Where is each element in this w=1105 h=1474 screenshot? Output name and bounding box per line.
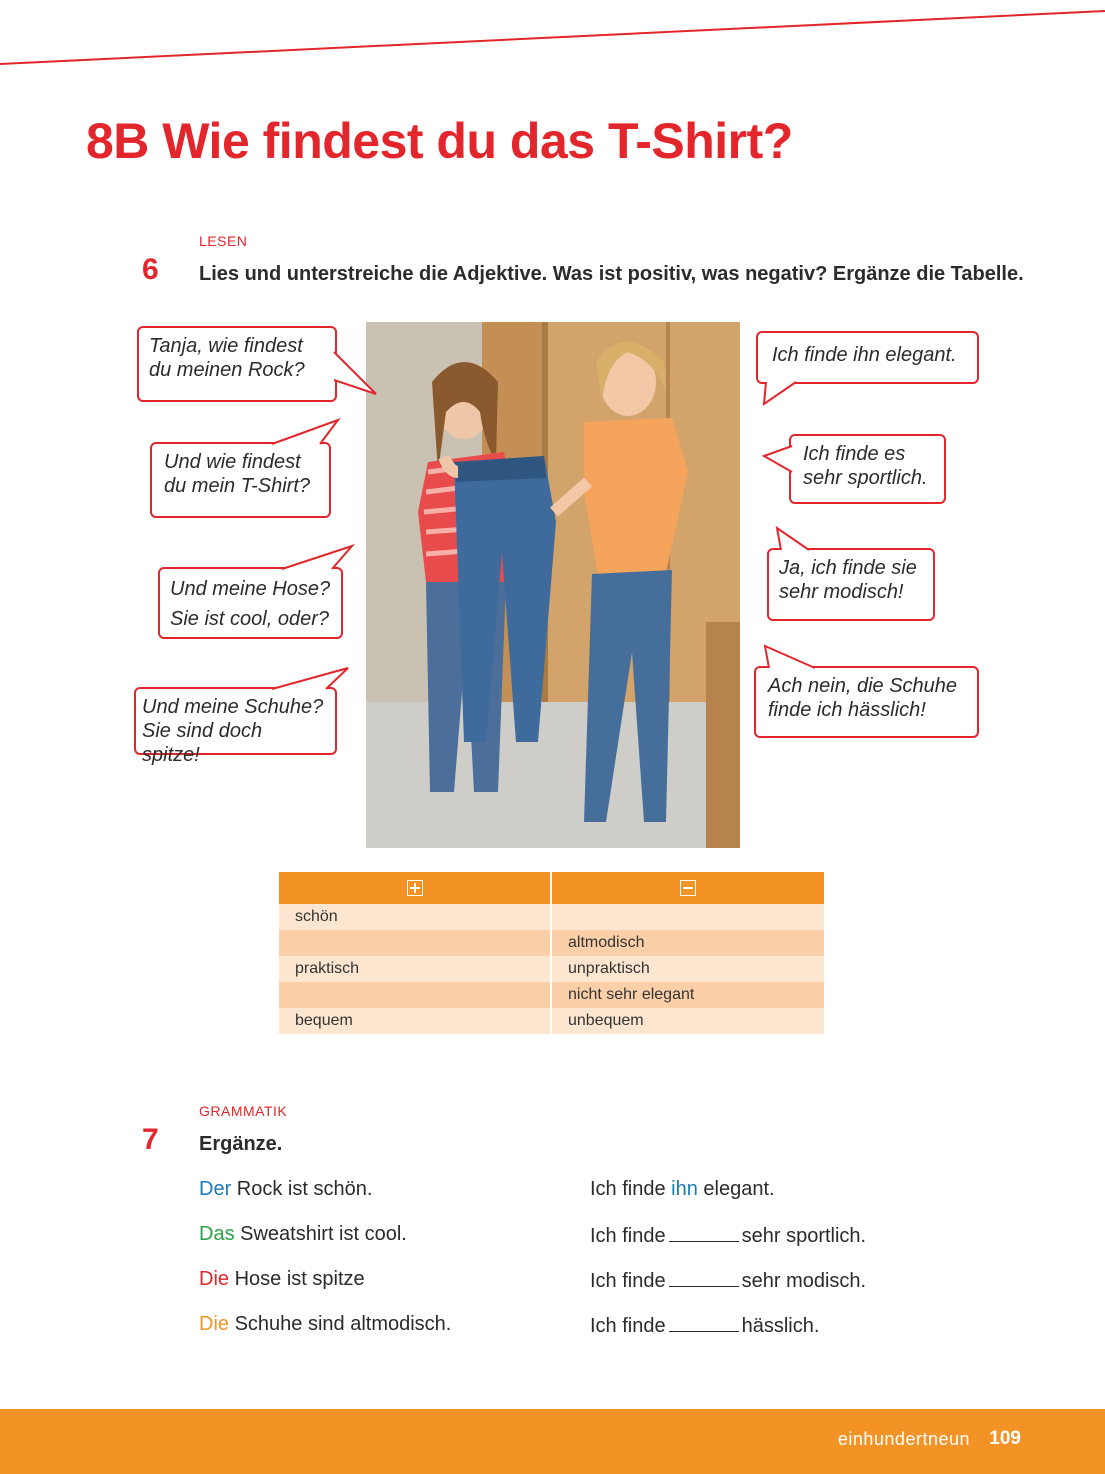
page-footer xyxy=(0,1409,1105,1474)
sentence-rest: Sweatshirt ist cool. xyxy=(234,1223,407,1245)
sentence-rest: Rock ist schön. xyxy=(231,1178,373,1200)
bubble-text: Und meine Schuhe? xyxy=(142,696,324,718)
grammar-sentence-right-1 xyxy=(590,1178,775,1201)
plus-box-icon xyxy=(407,880,423,896)
sentence-rest: Schuhe sind altmodisch. xyxy=(229,1313,452,1335)
bubble-text: Sie sind doch spitze! xyxy=(142,720,263,766)
table-row xyxy=(279,930,824,956)
speech-bubble-left-1 xyxy=(137,326,337,402)
page-number-word: einhundertneun xyxy=(837,1429,970,1449)
article-das: Das xyxy=(199,1223,235,1245)
bubble-text: Ja, ich finde sie xyxy=(779,557,917,579)
speech-bubble-right-2 xyxy=(789,434,946,504)
sentence-end: hässlich. xyxy=(741,1315,820,1337)
sentence-start: Ich finde xyxy=(590,1178,672,1200)
table-cell-negative xyxy=(551,904,824,930)
bubble-tail xyxy=(270,666,352,692)
speech-bubble-left-4 xyxy=(134,687,337,766)
speech-bubble-right-3 xyxy=(767,548,935,621)
table-row xyxy=(279,982,824,1008)
table-row xyxy=(279,904,824,930)
page-number: 109 xyxy=(989,1428,1021,1449)
table-row xyxy=(279,956,824,982)
sentence-end: elegant. xyxy=(697,1178,775,1200)
table-cell-positive xyxy=(279,930,551,956)
speech-bubble-left-3 xyxy=(158,567,343,639)
table-row xyxy=(279,1008,824,1034)
bubble-tail xyxy=(763,644,819,670)
table-cell-positive: schön xyxy=(279,904,551,930)
minus-box-icon xyxy=(680,880,696,896)
answer-blank[interactable] xyxy=(669,1313,739,1332)
bubble-text: Tanja, wie findest xyxy=(149,335,303,357)
bubble-tail xyxy=(773,526,813,552)
bubble-text: finde ich hässlich! xyxy=(768,699,926,721)
speech-bubble-right-4 xyxy=(754,666,979,738)
photo-two-girls-with-jeans xyxy=(366,322,740,848)
exercise-number-7: 7 xyxy=(142,1123,159,1156)
speech-bubble-right-1 xyxy=(756,331,979,384)
header-rule xyxy=(0,0,1105,70)
bubble-text: sehr sportlich. xyxy=(803,467,928,489)
sentence-end: sehr sportlich. xyxy=(741,1225,867,1247)
speech-bubble-left-2 xyxy=(150,442,331,518)
grammar-sentence-left-3 xyxy=(199,1268,365,1291)
bubble-text: Ach nein, die Schuhe xyxy=(768,675,958,697)
bubble-text: Ich finde es xyxy=(803,443,906,465)
column-header-positive xyxy=(279,872,551,904)
bubble-text: Und meine Hose? xyxy=(170,578,331,600)
table-cell-negative: unbequem xyxy=(551,1008,824,1034)
exercise-number-6: 6 xyxy=(142,253,159,286)
bubble-tail xyxy=(330,350,380,400)
pronoun-ihn: ihn xyxy=(671,1178,698,1200)
answer-blank[interactable] xyxy=(669,1223,739,1242)
exercise-6-instruction: Lies und unterstreiche die Adjektive. Was ist positiv, was negativ? Ergänze die Tabelle. xyxy=(199,263,1024,285)
grammar-sentence-right-4 xyxy=(590,1313,819,1338)
article-der: Der xyxy=(199,1178,232,1200)
adjective-table xyxy=(279,872,824,1034)
section-label-grammatik: GRAMMATIK xyxy=(199,1103,288,1119)
bubble-text: Ich finde ihn elegant. xyxy=(772,344,957,366)
sentence-rest: Hose ist spitze xyxy=(229,1268,365,1290)
section-label-lesen: LESEN xyxy=(199,233,248,249)
bubble-tail xyxy=(280,544,356,572)
grammar-sentence-right-2 xyxy=(590,1223,866,1248)
sentence-end: sehr modisch. xyxy=(741,1270,867,1292)
bubble-text: sehr modisch! xyxy=(779,581,904,603)
bubble-text: Und wie findest xyxy=(164,451,301,473)
sentence-start: Ich finde xyxy=(590,1225,666,1247)
bubble-text: du meinen Rock? xyxy=(149,359,305,381)
table-cell-positive: praktisch xyxy=(279,956,551,982)
bubble-text: du mein T-Shirt? xyxy=(164,475,310,497)
page-title: 8B Wie findest du das T-Shirt? xyxy=(86,113,793,169)
grammar-sentence-left-2 xyxy=(199,1223,407,1246)
article-die-feminine: Die xyxy=(199,1268,230,1290)
sentence-start: Ich finde xyxy=(590,1315,666,1337)
grammar-sentence-right-3 xyxy=(590,1268,866,1293)
column-header-negative xyxy=(551,872,824,904)
article-die-plural: Die xyxy=(199,1313,230,1335)
bubble-tail xyxy=(270,418,342,448)
table-cell-negative: unpraktisch xyxy=(551,956,824,982)
grammar-sentence-left-1 xyxy=(199,1178,372,1201)
sentence-start: Ich finde xyxy=(590,1270,666,1292)
table-cell-positive xyxy=(279,982,551,1008)
table-cell-positive: bequem xyxy=(279,1008,551,1034)
grammar-sentence-left-4 xyxy=(199,1313,451,1336)
table-cell-negative: nicht sehr elegant xyxy=(551,982,824,1008)
exercise-7-instruction: Ergänze. xyxy=(199,1133,283,1155)
answer-blank[interactable] xyxy=(669,1268,739,1287)
bubble-tail xyxy=(762,444,794,476)
bubble-tail xyxy=(760,380,800,406)
table-cell-negative: altmodisch xyxy=(551,930,824,956)
bubble-text: Sie ist cool, oder? xyxy=(170,608,329,630)
